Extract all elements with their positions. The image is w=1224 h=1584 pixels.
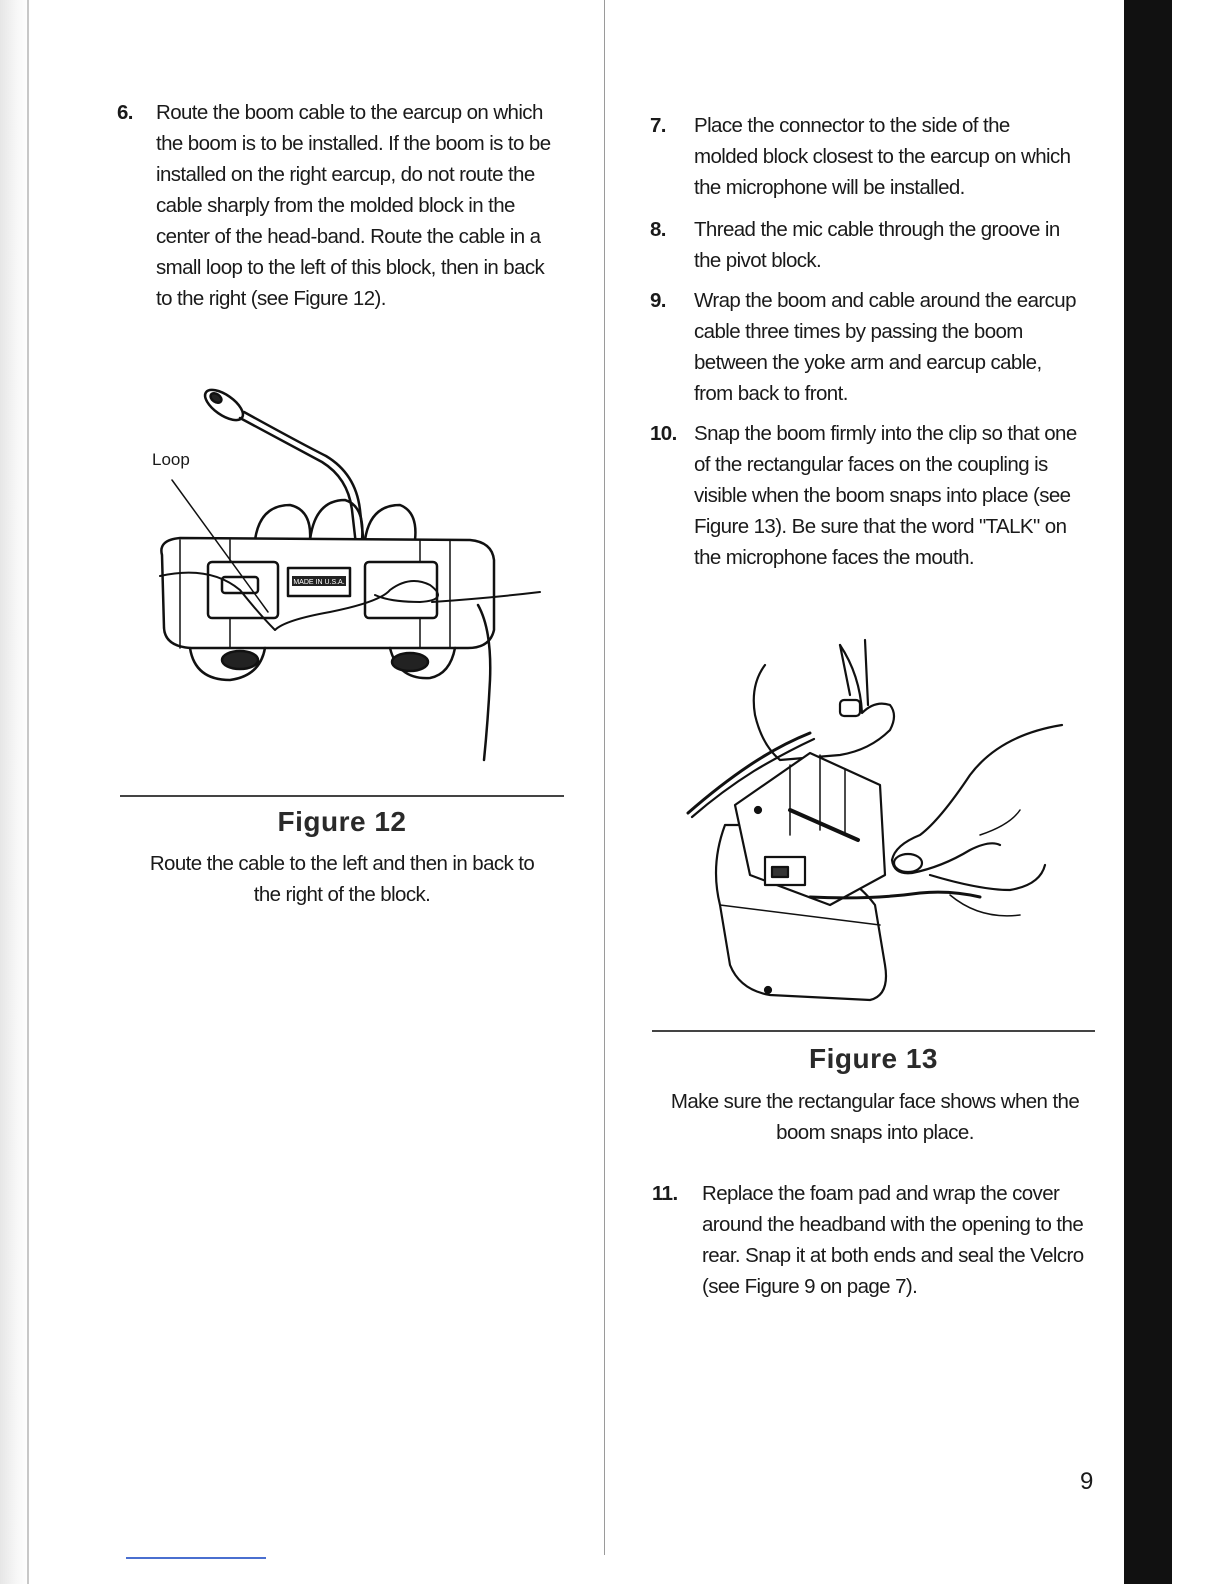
step-text: Replace the foam pad and wrap the cover around the headband with the opening to the rear. Snap it at both ends and seal the Velcro (see Figure 9 on page 7).: [702, 1182, 1084, 1298]
right-edge-bar: [1124, 0, 1172, 1584]
step-text: Thread the mic cable through the groove in the pivot block.: [694, 218, 1060, 272]
step-text: Place the connector to the side of the molded block closest to the earcup on which the microphone will be installed.: [694, 114, 1071, 199]
step-text: Snap the boom firmly into the clip so that one of the rectangular faces on the coupling is visible when the boom snaps into place (see Figure 13). Be sure that the word "TALK" on the microphone faces the mouth.: [694, 422, 1077, 569]
step-text: Wrap the boom and cable around the earcup cable three times by passing the boom between the yoke arm and earcup cable, from back to front.: [694, 289, 1076, 405]
lower-hand: [892, 725, 1062, 873]
figure-13-caption: Make sure the rectangular face shows when the boom snaps into place.: [670, 1090, 1080, 1144]
block-label: MADE IN U.S.A.: [293, 579, 345, 586]
page-edge-shadow: [0, 0, 28, 1584]
step-number: 9.: [650, 289, 666, 312]
step-number: 7.: [650, 114, 666, 137]
loop-callout: Loop: [152, 450, 190, 469]
figure-13-rule: [652, 1030, 1095, 1032]
figure-12-title: Figure 12: [277, 806, 407, 837]
figure-12-rule: [120, 795, 564, 797]
step-number: 6.: [117, 101, 133, 124]
step-text: Route the boom cable to the earcup on which the boom is to be installed. If the boom is to be installed on the right earcup, do not route the cable sharply from the molded block in the center of the head-band. Route the cable in a small loop to the left of this block, then in back to the right (see Figure 12).: [156, 101, 551, 310]
figure-13-title: Figure 13: [809, 1043, 938, 1074]
right-margin: [1172, 0, 1224, 1584]
figure-12-illustration: [150, 380, 550, 770]
upper-hand: [754, 645, 894, 760]
figure-13-illustration: [680, 635, 1070, 1015]
bottom-mark: [126, 1557, 266, 1559]
step-number: 10.: [650, 422, 677, 445]
figure-12-caption: Route the cable to the left and then in back to the right of the block.: [149, 852, 535, 906]
step-number: 11.: [652, 1182, 678, 1205]
column-gutter: [604, 0, 605, 1555]
page-number: 9: [1080, 1468, 1094, 1495]
page-edge-line: [27, 0, 29, 1584]
step-number: 8.: [650, 218, 666, 241]
